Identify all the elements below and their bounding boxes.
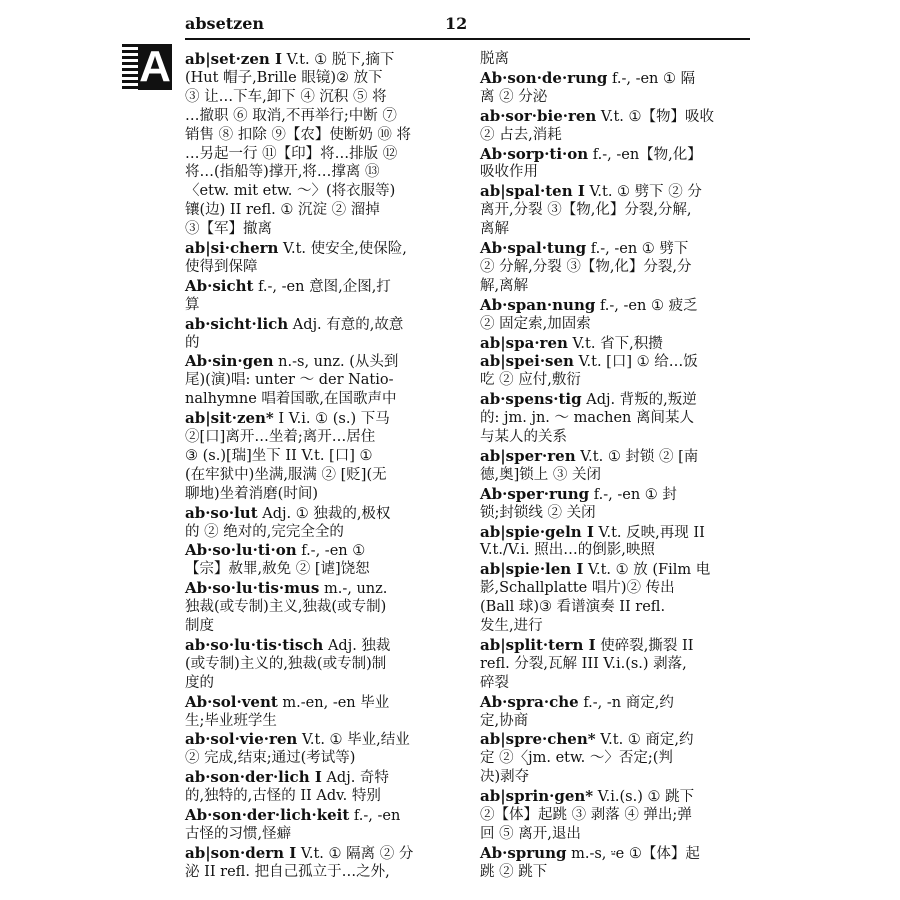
headword: Ab·sper·rung <box>480 484 590 503</box>
entry-continuation-line <box>185 371 394 389</box>
headword: ab|son·dern I <box>185 843 297 862</box>
page-header <box>185 14 750 38</box>
headword: Ab·son·der·lich·keit <box>185 806 350 824</box>
headword: ab|sit·zen* <box>185 409 274 428</box>
headword: Ab·sin·gen <box>185 352 274 371</box>
definition-text: 聊地)坐着消磨(时间) <box>185 485 318 502</box>
definition-text: 吃 ② 应付,敷衍 <box>480 372 581 389</box>
headword: Ab·son·de·rung <box>480 68 608 87</box>
entry-continuation-line <box>185 466 387 484</box>
definition-text: f.-, -en ① <box>296 543 366 560</box>
headword: ab|set·zen I <box>185 50 283 68</box>
thumb-index-stripes <box>122 44 138 90</box>
definition-text: ③ 让…下车,卸下 ④ 沉积 ⑤ 将 <box>185 88 387 105</box>
definition-text: V.t. [口] ① 给…饭 <box>573 354 698 371</box>
entry-headword-line <box>185 844 413 862</box>
headword: ab|sper·ren <box>480 446 576 465</box>
entry-headword-line <box>185 277 391 295</box>
entry-continuation-line <box>480 579 675 597</box>
definition-text: 制度 <box>185 618 214 634</box>
definition-text: ② 分解,分裂 ③【物,化】分裂,分 <box>480 258 692 275</box>
definition-text: V.t. 省下,积攒 <box>567 335 663 352</box>
definition-text: V.t. ① 放 (Film 电 <box>583 562 711 579</box>
definition-text: V.t. ① 隔离 ② 分 <box>296 845 414 862</box>
definition-text: 离开,分裂 ③【物,化】分裂,分解, <box>480 202 692 219</box>
guide-word: absetzen <box>185 14 265 33</box>
definition-text: 离 ② 分泌 <box>480 88 548 105</box>
entry-headword-line <box>185 315 403 333</box>
definition-text: 将…(指船等)撑开,将…撑离 ⑬ <box>185 164 380 181</box>
entry-headword-line <box>480 239 688 257</box>
entry-headword-line <box>480 844 700 862</box>
headword: Ab·so·lu·ti·on <box>185 541 297 560</box>
header-rule <box>185 38 750 40</box>
definition-text: V.t. 使安全,使保险, <box>278 241 407 257</box>
entry-continuation-line <box>480 428 567 446</box>
headword: ab·spens·tig <box>480 390 582 409</box>
definition-text: Adj. 背叛的,叛逆 <box>581 392 697 409</box>
definition-text: V.t. ① 封锁 ② [南 <box>575 448 699 465</box>
definition-text: (在牢狱中)坐满,服满 ② [贬](无 <box>185 466 387 483</box>
definition-text: m.-en, -en 毕业 <box>277 694 390 711</box>
entry-headword-line <box>480 145 702 163</box>
entry-headword-line <box>480 787 694 805</box>
definition-text: V.t. ① 商定,约 <box>595 732 694 749</box>
headword: ab|spie·geln I <box>480 522 594 541</box>
definition-text: ②【体】起跳 ③ 剥落 ④ 弹出;弹 <box>480 807 692 823</box>
definition-text: 独裁(或专制)主义,独裁(或专制) <box>185 599 387 616</box>
headword: ab|spie·len I <box>480 560 584 579</box>
definition-text: 定 ②〈jm. etw. ～〉否定;(判 <box>480 750 673 767</box>
entry-headword-line <box>480 560 710 578</box>
entry-continuation-line <box>480 466 601 484</box>
entry-continuation-line <box>185 390 397 408</box>
entry-continuation-line <box>480 50 509 68</box>
definition-text: f.-, -en ① 疲乏 <box>595 297 698 314</box>
entry-continuation-line <box>480 825 581 843</box>
entry-continuation-line <box>185 69 383 87</box>
entry-continuation-line <box>185 201 380 219</box>
entry-continuation-line <box>185 258 258 276</box>
entry-continuation-line <box>185 126 411 144</box>
definition-text: Adj. 奇特 <box>321 770 389 787</box>
definition-text: refl. 分裂,瓦解 III V.i.(s.) 剥落, <box>480 655 687 672</box>
definition-text: Adj. 有意的,故意 <box>288 316 404 333</box>
definition-text: ③【军】撤离 <box>185 221 272 238</box>
definition-text: 解,离解 <box>480 277 529 294</box>
thumb-index-tab <box>122 44 172 90</box>
entry-headword-line <box>185 504 390 522</box>
entry-continuation-line <box>480 655 687 673</box>
headword: ab·so·lut <box>185 503 258 522</box>
definition-text: ② 固定索,加固索 <box>480 315 591 332</box>
headword: ab|sprin·gen* <box>480 787 594 806</box>
entry-headword-line <box>480 485 677 503</box>
entry-headword-line <box>480 334 663 352</box>
entry-continuation-line <box>185 674 214 692</box>
headword: Ab·span·nung <box>480 295 596 314</box>
definition-text: ② 占去,消耗 <box>480 126 562 143</box>
headword: ab|spal·ten I <box>480 182 585 201</box>
entry-continuation-line <box>185 145 397 163</box>
definition-text: f.-, -en <box>349 808 401 824</box>
definition-text: 碎裂 <box>480 674 509 691</box>
entry-continuation-line <box>480 598 665 616</box>
definition-text: 回 ⑤ 离开,退出 <box>480 825 581 842</box>
headword: ab·sor·bie·ren <box>480 106 597 125</box>
definition-text: 与某人的关系 <box>480 429 567 445</box>
entry-continuation-line <box>480 277 528 295</box>
entry-headword-line <box>185 636 390 654</box>
entry-headword-line <box>185 579 387 597</box>
entry-headword-line <box>480 69 695 87</box>
entry-continuation-line <box>185 182 395 200</box>
definition-text: 吸收作用 <box>480 164 538 181</box>
entry-continuation-line <box>185 749 355 767</box>
definition-text: 脱离 <box>480 51 509 67</box>
entry-continuation-line <box>480 126 562 144</box>
headword: Ab·sol·vent <box>185 692 278 711</box>
definition-text: 的,独特的,古怪的 II Adv. 特别 <box>185 788 381 805</box>
definition-text: 古怪的习惯,怪癖 <box>185 825 292 842</box>
definition-text: 德,奥]锁上 ③ 关闭 <box>480 466 601 483</box>
entry-continuation-line <box>185 825 291 843</box>
headword: ab|si·chern <box>185 239 279 257</box>
entry-continuation-line <box>480 617 543 635</box>
definition-text: V.t. ① 脱下,摘下 <box>282 52 395 68</box>
definition-text: V.t. ①【物】吸收 <box>596 108 715 125</box>
entry-continuation-line <box>480 504 596 522</box>
entry-continuation-line <box>185 598 386 616</box>
definition-text: Adj. 独裁 <box>323 637 391 654</box>
definition-text: 跳 ② 跳下 <box>480 863 548 880</box>
definition-text: 决)剥夺 <box>480 769 530 786</box>
entry-headword-line <box>480 523 705 541</box>
entry-continuation-line <box>185 428 375 446</box>
headword: ab|spa·ren <box>480 333 568 352</box>
entry-continuation-line <box>185 655 386 673</box>
entry-continuation-line <box>480 749 673 767</box>
definition-text: 的 ② 绝对的,完完全全的 <box>185 523 344 540</box>
definition-text: 的 <box>185 334 200 351</box>
definition-text: ② 完成,结束;通过(考试等) <box>185 750 356 767</box>
entry-continuation-line <box>185 296 200 314</box>
entry-continuation-line <box>185 712 277 730</box>
definition-text: 离解 <box>480 221 509 238</box>
entry-continuation-line <box>480 712 528 730</box>
entry-continuation-line <box>480 768 529 786</box>
entry-continuation-line <box>480 674 509 692</box>
definition-text: 定,协商 <box>480 712 529 729</box>
entry-continuation-line <box>480 88 547 106</box>
entry-continuation-line <box>480 806 692 824</box>
entry-continuation-line <box>185 523 344 541</box>
headword: ab|spre·chen* <box>480 730 596 749</box>
entry-headword-line <box>185 541 365 559</box>
definition-text: m.-, unz. <box>319 581 388 598</box>
definition-text: …另起一行 ⑪【印】将…排版 ⑫ <box>185 145 398 162</box>
definition-text: f.-, -n 商定,约 <box>578 694 674 711</box>
entry-continuation-line <box>185 88 387 106</box>
entry-continuation-line <box>480 863 547 881</box>
entry-headword-line <box>480 182 702 200</box>
page-number: 12 <box>445 14 468 33</box>
definition-text: 度的 <box>185 674 214 691</box>
definition-text: 影,Schallplatte 唱片)② 传出 <box>480 580 675 597</box>
definition-text: f.-, -en 意图,企图,打 <box>253 278 391 295</box>
definition-text: 算 <box>185 296 200 313</box>
entry-headword-line <box>185 409 390 427</box>
entry-headword-line <box>185 730 410 748</box>
entry-headword-line <box>185 239 407 257</box>
definition-text: (Hut 帽子,Brille 眼镜)② 放下 <box>185 69 383 86</box>
definition-text: 发生,进行 <box>480 618 543 634</box>
headword: Ab·sorp·ti·on <box>480 144 589 163</box>
definition-text: 【宗】赦罪,赦免 ② [谑]饶恕 <box>185 561 370 578</box>
definition-text: ③ (s.)[瑞]坐下 II V.t. [口] ① <box>185 447 373 464</box>
definition-text: V.t. ① 劈下 ② 分 <box>584 184 702 201</box>
definition-text: 销售 ⑧ 扣除 ⑨【农】使断奶 ⑩ 将 <box>185 126 412 143</box>
definition-text: f.-, -en ① 封 <box>589 486 677 503</box>
entry-headword-line <box>185 693 389 711</box>
entry-continuation-line <box>185 485 318 503</box>
definition-text: (Ball 球)③ 看谱演奏 II refl. <box>480 599 666 616</box>
definition-text: …撤职 ⑥ 取消,不再举行;中断 ⑦ <box>185 107 397 124</box>
entry-headword-line <box>185 352 398 370</box>
entry-headword-line <box>480 730 694 748</box>
definition-text: 镶(边) II refl. ① 沉淀 ② 溜掉 <box>185 202 380 219</box>
definition-text: 使碎裂,撕裂 II <box>595 637 694 654</box>
entry-continuation-line <box>480 201 692 219</box>
definition-text: 的: jm. jn. ～ machen 离间某人 <box>480 410 695 427</box>
definition-text: f.-, -en ① 隔 <box>607 70 696 87</box>
headword: ab|split·tern I <box>480 635 596 654</box>
headword: Ab·so·lu·tis·mus <box>185 579 320 598</box>
entry-headword-line <box>480 693 674 711</box>
definition-text: V.t./V.i. 照出…的倒影,映照 <box>480 542 655 559</box>
entry-continuation-line <box>185 787 381 805</box>
headword: ab·son·der·lich I <box>185 768 322 787</box>
definition-text: ②[口]离开…坐着;离开…居住 <box>185 429 376 445</box>
definition-text: 生;毕业班学生 <box>185 712 277 729</box>
entry-continuation-line <box>480 541 655 559</box>
headword: Ab·sprung <box>480 843 567 862</box>
headword: ab·sol·vie·ren <box>185 730 298 749</box>
entry-continuation-line <box>480 409 694 427</box>
definition-text: f.-, -en【物,化】 <box>588 146 702 163</box>
entry-continuation-line <box>480 163 538 181</box>
definition-text: V.i.(s.) ① 跳下 <box>593 789 695 806</box>
definition-text: 泌 II refl. 把自己孤立于…之外, <box>185 863 390 880</box>
entry-continuation-line <box>185 863 390 881</box>
definition-text: Adj. ① 独裁的,极权 <box>257 505 391 522</box>
definition-text: 尾)(演)唱: unter ～ der Natio- <box>185 372 394 389</box>
entry-headword-line <box>480 107 714 125</box>
entry-continuation-line <box>480 315 591 333</box>
headword: Ab·spra·che <box>480 692 579 711</box>
entry-headword-line <box>480 390 697 408</box>
entry-continuation-line <box>185 220 272 238</box>
entry-headword-line <box>185 806 400 824</box>
definition-text: n.-s, unz. (从头到 <box>273 354 399 371</box>
definition-text: V.t. 反映,再现 II <box>593 524 705 541</box>
entry-continuation-line <box>185 447 372 465</box>
entry-continuation-line <box>185 107 397 125</box>
headword: ab·sicht·lich <box>185 314 289 333</box>
definition-text: 使得到保障 <box>185 258 258 275</box>
entry-headword-line <box>480 296 698 314</box>
entry-continuation-line <box>480 220 509 238</box>
headword: Ab·sicht <box>185 276 254 295</box>
entry-headword-line <box>480 352 698 370</box>
thumb-index-letter: A <box>139 42 171 91</box>
headword: Ab·spal·tung <box>480 239 587 257</box>
definition-text: I V.i. ① (s.) 下马 <box>273 411 390 428</box>
entry-continuation-line <box>185 163 380 181</box>
entry-headword-line <box>185 50 394 68</box>
entry-headword-line <box>185 768 389 786</box>
entry-continuation-line <box>185 334 200 352</box>
entry-continuation-line <box>480 371 581 389</box>
definition-text: nalhymne 唱着国歌,在国歌声中 <box>185 391 397 408</box>
definition-text: 〈etw. mit etw. ～〉(将衣服等) <box>185 183 396 200</box>
entry-headword-line <box>480 636 693 654</box>
definition-text: f.-, -en ① 劈下 <box>586 241 689 257</box>
definition-text: (或专制)主义的,独裁(或专制)制 <box>185 655 387 672</box>
entry-continuation-line <box>185 617 214 635</box>
headword: ab|spei·sen <box>480 352 574 371</box>
entry-continuation-line <box>185 560 370 578</box>
definition-text: 锁;封锁线 ② 关闭 <box>480 504 596 521</box>
definition-text: m.-s, ⸚e ①【体】起 <box>566 845 700 862</box>
definition-text: V.t. ① 毕业,结业 <box>297 732 410 749</box>
entry-continuation-line <box>480 258 692 276</box>
entry-headword-line <box>480 447 698 465</box>
headword: ab·so·lu·tis·tisch <box>185 635 324 654</box>
